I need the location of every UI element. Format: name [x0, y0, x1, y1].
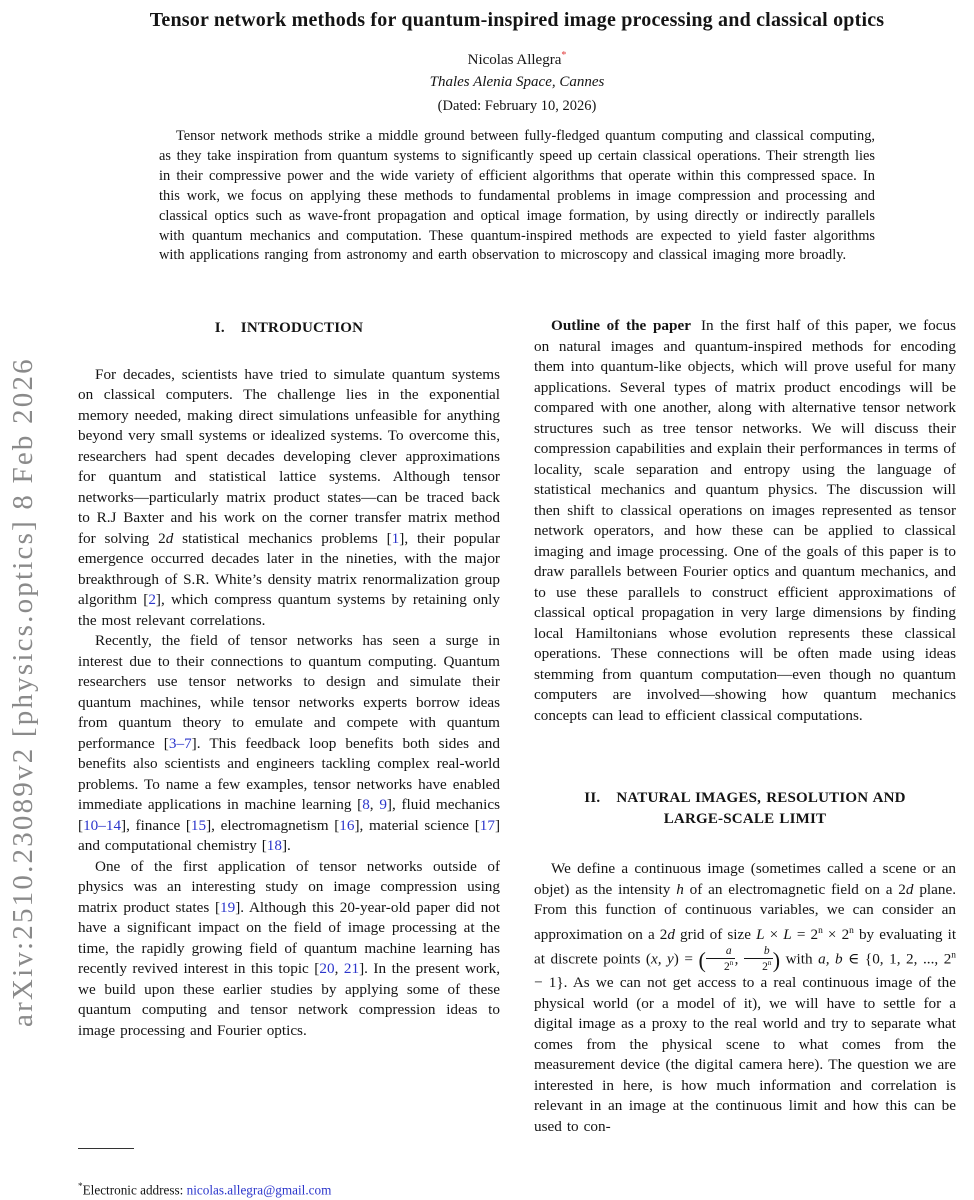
footnote-text: *Electronic address: nicolas.allegra@gmail.com: [78, 1181, 332, 1198]
arxiv-watermark: arXiv:2510.23089v2 [physics.optics] 8 Feb 2026: [7, 357, 39, 1027]
citation-link-3-7[interactable]: 3–7: [168, 734, 192, 752]
citation-link-20[interactable]: 20: [319, 960, 335, 977]
outline-lead: Outline of the paper: [551, 317, 691, 334]
right-column: [534, 316, 956, 1148]
citation-link-2[interactable]: 2: [148, 591, 156, 608]
section-heading-natural-images: [534, 788, 956, 829]
intro-paragraph-1: For decades, scientists have tried to simulate quantum systems on classical computers. The challenge lies in the exponential memory needed, making direct simulations unfeasible for anything beyond very small systems or idealized systems. To overcome this, researchers had spent decades developing clever approximations for quantum and statistical lattice systems. Although tensor networks—particularly matrix product states—can be traced back to R.J Baxter and his work on the corner transfer matrix method for solving 2d statistical mechanics problems [1], their popular emergence occurred decades later in the nineties, with the major breakthrough of S.R. White’s density matrix renormalization group algorithm [2], which compress quantum systems by retaining only the most relevant correlations.: [78, 365, 500, 629]
citation-link-19[interactable]: 19: [220, 898, 236, 916]
section-title: INTRODUCTION: [240, 320, 364, 336]
section-title-line1: NATURAL IMAGES, RESOLUTION AND: [616, 790, 906, 806]
outline-paragraph: Outline of the paper In the first half of this paper, we focus on natural images and quantum-inspired methods for encoding them into quantum-like objects, which will prove useful for many applications. Several types of matrix product encodings will be compared with one another, along with alternative tensor network structures such as tree tensor networks. We will discuss their compression capabilities and explain their performances in terms of locality, scale separation and entropy using the language of statistical mechanics and quantum physics. The discussion will then shift to classical operations on images represented as tensor network operators, and how these can be applied to classical imaging and image processing. One of the goals of this paper is to draw parallels between Fourier optics and quantum mechanics, and to use these parallels to construct efficient approximations of classical optical propagation in very large dimensions by finding local Hamiltonians whose evolution represents these classical operations. These connections will be often made using ideas stemming from quantum computation—even though no quantum computers are involved—showing how quantum mechanics concepts can lead to efficient classical computations.: [534, 317, 956, 724]
citation-link-10-14[interactable]: 10–14: [83, 816, 122, 834]
citation-link-8[interactable]: 8: [362, 796, 370, 813]
email-link[interactable]: nicolas.allegra@gmail.com: [186, 1182, 332, 1198]
sec2-paragraph: We define a continuous image (sometimes called a scene or an objet) as the intensity h of an electromagnetic field on a 2d plane. From this function of continuous variables, we can consider an approximation on a 2d grid of size $L \times L = 2^n \times 2^n$ by evaluating it at discrete points (x, y) = ( $\frac{a}{2^n}$ , $\frac{b}{2^n}$ ) with a, b ∈ {0, 1, 2, ..., $2^n - 1$}. As we can not get access to a real continuous image of the physical world (or a model of it), we will have to settle for a digital image as a proxy to the real world and try to separate what comes from the physical scene to what comes from the measurement device (the digital camera here). The question we are interested in here, is how much information and correlation is relevant in an image at the continuous limit and how this can be used to con-: [534, 860, 957, 1135]
affiliation: Thales Alenia Space, Cannes: [429, 74, 605, 90]
open-paren: (: [698, 947, 706, 973]
author-footnote-mark-link[interactable]: *: [561, 50, 567, 61]
footnote-rule: [78, 1148, 134, 1149]
fraction-a-over-2n: $\frac{a}{2^n}$: [706, 945, 735, 973]
footnote: [78, 1148, 508, 1199]
citation-link-1[interactable]: 1: [391, 529, 400, 547]
intro-paragraph-3: One of the first application of tensor networks outside of physics was an interesting study on image compression using matrix product states [19]. Although this 20-year-old paper did not have a significant impact on the field of image processing at the time, the rapidly growing field of quantum machine learning has recently revived interest in this topic [20, 21]. In the present work, we build upon these earlier studies by applying some of these quantum computing and tensor network compression ideas to image processing and Fourier optics.: [78, 857, 500, 1039]
abstract-text: Tensor network methods strike a middle ground between fully-fledged quantum computing and classical computing, as they take inspiration from quantum systems to significantly speed up certain classical operations. Their strength lies in their compressive power and the wide variety of efficient algorithms that operate within this compressed space. In this work, we focus on applying these methods to fundamental problems in image compression and processing and classical optics such as wave-front propagation and optical image formation, by using directly or indirectly parallels with quantum mechanics and computation. These quantum-inspired methods are expected to yield faster algorithms with applications ranging from astronomy and earth observation to microscopy and classical imaging more broadly.: [159, 128, 875, 264]
section-title-line2: LARGE-SCALE LIMIT: [663, 810, 827, 827]
paper-date: (Dated: February 10, 2026): [437, 98, 597, 114]
intro-paragraph-2: Recently, the field of tensor networks has seen a surge in interest due to their connections to quantum computing. Quantum researchers use tensor networks to design and simulate their quantum machines, while tensor networks experts borrow ideas from quantum theory to emulate and compete with quantum performance [3–7]. This feedback loop benefits both sides and benefits also scientists and engineers tackling complex real-world problems. To name a few examples, tensor networks have enabled immediate applications in machine learning [8, 9], fluid mechanics [10–14], finance [15], electromagnetism [16], material science [17] and computational chemistry [18].: [78, 632, 500, 854]
paper-header: [78, 8, 956, 266]
section-number: II.: [584, 790, 601, 806]
section-number: I.: [214, 320, 225, 336]
paper-title: Tensor network methods for quantum-inspired image processing and classical optics: [149, 9, 885, 31]
citation-link-9[interactable]: 9: [379, 796, 387, 813]
citation-link-16[interactable]: 16: [339, 816, 355, 834]
author-line: [78, 46, 956, 70]
author-name: Nicolas Allegra: [467, 52, 562, 68]
citation-link-15[interactable]: 15: [190, 816, 207, 834]
citation-link-21[interactable]: 21: [343, 960, 360, 977]
two-column-body: [78, 316, 956, 1148]
footnote-mark: *: [78, 1181, 83, 1191]
section-heading-introduction: [78, 318, 500, 339]
fraction-b-over-2n: $\frac{b}{2^n}$: [744, 945, 773, 973]
close-paren: ): [772, 947, 781, 973]
citation-link-18[interactable]: 18: [266, 837, 282, 854]
citation-link-17[interactable]: 17: [479, 816, 495, 834]
left-column: [78, 316, 500, 1148]
